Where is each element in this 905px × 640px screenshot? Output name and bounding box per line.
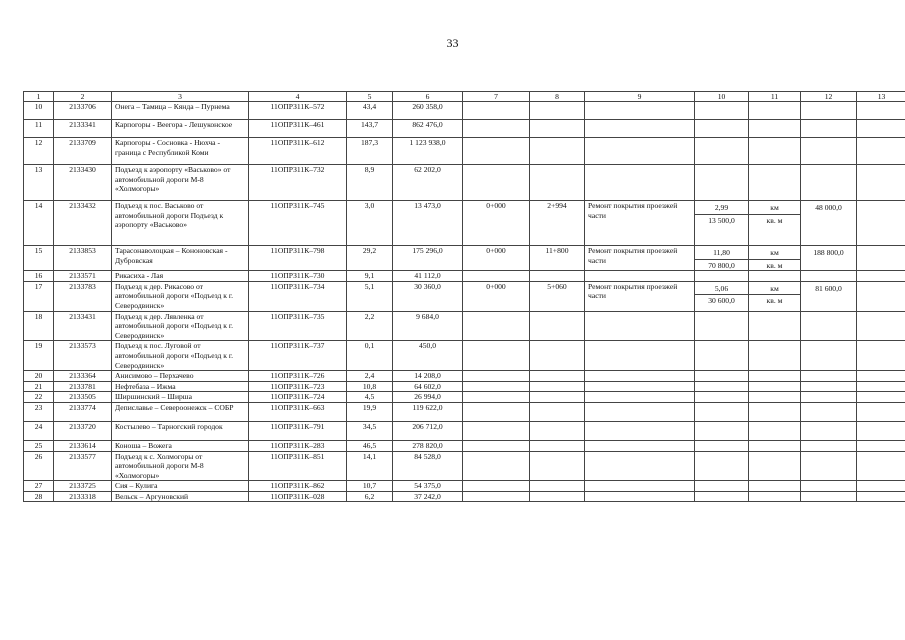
cell-unit bbox=[749, 120, 801, 138]
cell-unit bbox=[749, 481, 801, 492]
cell-cost bbox=[801, 120, 857, 138]
cell-end-km bbox=[530, 481, 585, 492]
cell-volume bbox=[695, 201, 749, 246]
table-row bbox=[24, 201, 905, 246]
cell-road-id: 11ОПРЗ11К–851 bbox=[249, 451, 347, 481]
cell-road-code: 2133318 bbox=[54, 491, 112, 502]
volume-sqm: 30 600,0 bbox=[708, 296, 735, 306]
cell-unit bbox=[749, 138, 801, 165]
cell-row-number: 22 bbox=[24, 392, 54, 403]
cell-start-km bbox=[463, 371, 530, 382]
cell-start-km bbox=[463, 451, 530, 481]
cell-work-type bbox=[585, 311, 695, 341]
cell-row-number: 24 bbox=[24, 421, 54, 440]
cell-work-type bbox=[585, 402, 695, 421]
table-row bbox=[24, 271, 905, 282]
cell-road-id: 11ОПРЗ11К–862 bbox=[249, 481, 347, 492]
cell-volume bbox=[695, 341, 749, 371]
cell-work-type bbox=[585, 491, 695, 502]
cell-length: 29,2 bbox=[347, 246, 393, 271]
cell-unit bbox=[749, 421, 801, 440]
cell-road-name: Подъезд к дер. Лявленка от автомобильной дороги «Подъезд к г. Северодвинск» bbox=[112, 311, 249, 341]
cell-empty bbox=[857, 371, 905, 382]
cell-length: 43,4 bbox=[347, 102, 393, 120]
cell-row-number: 16 bbox=[24, 271, 54, 282]
cell-road-name: Тарасонаволоцкая – Кононовская - Дубровская bbox=[112, 246, 249, 271]
cell-road-code: 2133573 bbox=[54, 341, 112, 371]
cell-empty bbox=[857, 381, 905, 392]
cell-cost bbox=[801, 440, 857, 451]
cell-end-km: 11+800 bbox=[530, 246, 585, 271]
cell-unit bbox=[749, 392, 801, 403]
unit-sqm: кв. м bbox=[766, 296, 783, 306]
cell-start-km: 0+000 bbox=[463, 201, 530, 246]
cell-row-number: 28 bbox=[24, 491, 54, 502]
cell-unit bbox=[749, 341, 801, 371]
cell-road-id: 11ОПРЗ11К–612 bbox=[249, 138, 347, 165]
cell-road-name: Подъезд к аэропорту «Васьково» от автомобильной дороги М-8 «Холмогоры» bbox=[112, 165, 249, 201]
table-row bbox=[24, 481, 905, 492]
cell-start-km bbox=[463, 271, 530, 282]
cell-cost bbox=[801, 311, 857, 341]
cell-road-code: 2133709 bbox=[54, 138, 112, 165]
cell-cost bbox=[801, 421, 857, 440]
cell-start-km bbox=[463, 165, 530, 201]
cell-value: 119 622,0 bbox=[393, 402, 463, 421]
cell-road-id: 11ОПРЗ11К–724 bbox=[249, 392, 347, 403]
cell-start-km bbox=[463, 392, 530, 403]
cell-start-km: 0+000 bbox=[463, 281, 530, 311]
cell-value: 1 123 938,0 bbox=[393, 138, 463, 165]
cell-value: 64 602,0 bbox=[393, 381, 463, 392]
cell-road-code: 2133706 bbox=[54, 102, 112, 120]
cell-value: 862 476,0 bbox=[393, 120, 463, 138]
table-row bbox=[24, 402, 905, 421]
cell-road-id: 11ОПРЗ11К–663 bbox=[249, 402, 347, 421]
cell-work-type bbox=[585, 371, 695, 382]
cell-length: 2,2 bbox=[347, 311, 393, 341]
table-row bbox=[24, 371, 905, 382]
cell-end-km: 2+994 bbox=[530, 201, 585, 246]
cell-road-code: 2133774 bbox=[54, 402, 112, 421]
cell-empty bbox=[857, 102, 905, 120]
cell-road-code: 2133577 bbox=[54, 451, 112, 481]
cell-cost: 48 000,0 bbox=[801, 201, 857, 246]
cell-work-type bbox=[585, 440, 695, 451]
cell-cost bbox=[801, 481, 857, 492]
cell-start-km bbox=[463, 341, 530, 371]
cell-row-number: 25 bbox=[24, 440, 54, 451]
cell-empty bbox=[857, 120, 905, 138]
table-row bbox=[24, 491, 905, 502]
unit-km: км bbox=[749, 201, 801, 215]
cell-road-code: 2133505 bbox=[54, 392, 112, 403]
cell-empty bbox=[857, 311, 905, 341]
cell-volume bbox=[695, 421, 749, 440]
cell-row-number: 10 bbox=[24, 102, 54, 120]
cell-end-km bbox=[530, 371, 585, 382]
cell-value: 13 473,0 bbox=[393, 201, 463, 246]
column-header: 10 bbox=[695, 92, 749, 102]
cell-end-km bbox=[530, 165, 585, 201]
cell-length: 5,1 bbox=[347, 281, 393, 311]
cell-unit bbox=[749, 311, 801, 341]
cell-end-km bbox=[530, 138, 585, 165]
cell-start-km bbox=[463, 381, 530, 392]
cell-volume bbox=[695, 392, 749, 403]
column-header: 9 bbox=[585, 92, 695, 102]
cell-volume bbox=[695, 138, 749, 165]
cell-road-id: 11ОПРЗ11К–734 bbox=[249, 281, 347, 311]
cell-road-name: Вельск – Аргуновский bbox=[112, 491, 249, 502]
cell-empty bbox=[857, 451, 905, 481]
cell-volume bbox=[695, 165, 749, 201]
cell-volume bbox=[695, 246, 749, 271]
cell-road-id: 11ОПРЗ11К–745 bbox=[249, 201, 347, 246]
cell-road-id: 11ОПРЗ11К–735 bbox=[249, 311, 347, 341]
cell-value: 41 112,0 bbox=[393, 271, 463, 282]
table-row bbox=[24, 421, 905, 440]
cell-length: 19,9 bbox=[347, 402, 393, 421]
column-header: 13 bbox=[857, 92, 905, 102]
cell-row-number: 19 bbox=[24, 341, 54, 371]
cell-length: 4,5 bbox=[347, 392, 393, 403]
cell-work-type: Ремонт покрытия проезжей части bbox=[585, 246, 695, 271]
cell-road-id: 11ОПРЗ11К–283 bbox=[249, 440, 347, 451]
cell-value: 278 820,0 bbox=[393, 440, 463, 451]
table-row bbox=[24, 138, 905, 165]
cell-row-number: 27 bbox=[24, 481, 54, 492]
cell-work-type: Ремонт покрытия проезжей части bbox=[585, 201, 695, 246]
cell-unit bbox=[749, 271, 801, 282]
table-row bbox=[24, 392, 905, 403]
cell-value: 14 208,0 bbox=[393, 371, 463, 382]
cell-unit bbox=[749, 201, 801, 246]
cell-row-number: 23 bbox=[24, 402, 54, 421]
cell-start-km bbox=[463, 311, 530, 341]
cell-length: 143,7 bbox=[347, 120, 393, 138]
cell-value: 30 360,0 bbox=[393, 281, 463, 311]
column-header: 2 bbox=[54, 92, 112, 102]
cell-unit bbox=[749, 165, 801, 201]
cell-road-name: Карпогоры - Сосновка - Нюхча - граница с Республикой Коми bbox=[112, 138, 249, 165]
cell-road-code: 2133432 bbox=[54, 201, 112, 246]
cell-cost bbox=[801, 138, 857, 165]
cell-road-name: Карпогоры - Веегора - Лешуконское bbox=[112, 120, 249, 138]
cell-value: 26 994,0 bbox=[393, 392, 463, 403]
column-header: 4 bbox=[249, 92, 347, 102]
cell-row-number: 15 bbox=[24, 246, 54, 271]
cell-empty bbox=[857, 138, 905, 165]
cell-work-type bbox=[585, 341, 695, 371]
cell-cost bbox=[801, 451, 857, 481]
cell-road-code: 2133341 bbox=[54, 120, 112, 138]
cell-empty bbox=[857, 165, 905, 201]
cell-road-id: 11ОПРЗ11К–737 bbox=[249, 341, 347, 371]
cell-end-km bbox=[530, 381, 585, 392]
cell-start-km bbox=[463, 481, 530, 492]
cell-row-number: 18 bbox=[24, 311, 54, 341]
volume-km: 5,06 bbox=[695, 282, 749, 296]
volume-km: 2,99 bbox=[695, 201, 749, 215]
cell-volume bbox=[695, 371, 749, 382]
cell-road-code: 2133571 bbox=[54, 271, 112, 282]
cell-value: 54 375,0 bbox=[393, 481, 463, 492]
cell-value: 37 242,0 bbox=[393, 491, 463, 502]
cell-road-code: 2133725 bbox=[54, 481, 112, 492]
table-row bbox=[24, 246, 905, 271]
volume-sqm: 13 500,0 bbox=[708, 215, 735, 225]
cell-row-number: 26 bbox=[24, 451, 54, 481]
cell-empty bbox=[857, 421, 905, 440]
cell-end-km bbox=[530, 392, 585, 403]
cell-road-code: 2133430 bbox=[54, 165, 112, 201]
cell-end-km bbox=[530, 491, 585, 502]
cell-road-id: 11ОПРЗ11К–730 bbox=[249, 271, 347, 282]
cell-row-number: 17 bbox=[24, 281, 54, 311]
cell-length: 2,4 bbox=[347, 371, 393, 382]
unit-sqm: кв. м bbox=[766, 215, 783, 225]
cell-unit bbox=[749, 451, 801, 481]
unit-km: км bbox=[749, 246, 801, 260]
cell-value: 175 296,0 bbox=[393, 246, 463, 271]
cell-empty bbox=[857, 402, 905, 421]
cell-road-code: 2133431 bbox=[54, 311, 112, 341]
cell-volume bbox=[695, 481, 749, 492]
cell-value: 62 202,0 bbox=[393, 165, 463, 201]
cell-end-km bbox=[530, 102, 585, 120]
cell-empty bbox=[857, 281, 905, 311]
column-header: 3 bbox=[112, 92, 249, 102]
cell-end-km bbox=[530, 451, 585, 481]
cell-volume bbox=[695, 440, 749, 451]
cell-road-code: 2133783 bbox=[54, 281, 112, 311]
table-row bbox=[24, 102, 905, 120]
cell-cost bbox=[801, 341, 857, 371]
cell-work-type bbox=[585, 102, 695, 120]
cell-cost bbox=[801, 165, 857, 201]
cell-row-number: 14 bbox=[24, 201, 54, 246]
cell-cost bbox=[801, 402, 857, 421]
cell-road-name: Костылево – Тарногский городок bbox=[112, 421, 249, 440]
cell-row-number: 13 bbox=[24, 165, 54, 201]
cell-start-km: 0+000 bbox=[463, 246, 530, 271]
cell-cost bbox=[801, 271, 857, 282]
column-header: 1 bbox=[24, 92, 54, 102]
cell-value: 260 358,0 bbox=[393, 102, 463, 120]
unit-sqm: кв. м bbox=[766, 260, 783, 270]
roads-table bbox=[23, 91, 905, 502]
cell-road-code: 2133614 bbox=[54, 440, 112, 451]
cell-road-name: Сия – Кулига bbox=[112, 481, 249, 492]
cell-road-name: Ширшинский – Ширша bbox=[112, 392, 249, 403]
cell-road-code: 2133853 bbox=[54, 246, 112, 271]
cell-road-name: Подъезд к пос. Васьково от автомобильной дороги Подъезд к аэропорту «Васьково» bbox=[112, 201, 249, 246]
unit-km: км bbox=[749, 282, 801, 296]
cell-road-code: 2133781 bbox=[54, 381, 112, 392]
cell-empty bbox=[857, 392, 905, 403]
cell-row-number: 11 bbox=[24, 120, 54, 138]
cell-volume bbox=[695, 281, 749, 311]
cell-road-name: Нефтебаза – Ижма bbox=[112, 381, 249, 392]
cell-work-type bbox=[585, 120, 695, 138]
cell-volume bbox=[695, 491, 749, 502]
cell-value: 84 528,0 bbox=[393, 451, 463, 481]
cell-start-km bbox=[463, 421, 530, 440]
cell-length: 10,7 bbox=[347, 481, 393, 492]
cell-road-id: 11ОПРЗ11К–791 bbox=[249, 421, 347, 440]
cell-length: 9,1 bbox=[347, 271, 393, 282]
cell-volume bbox=[695, 120, 749, 138]
cell-unit bbox=[749, 371, 801, 382]
cell-value: 450,0 bbox=[393, 341, 463, 371]
cell-road-code: 2133720 bbox=[54, 421, 112, 440]
cell-unit bbox=[749, 440, 801, 451]
cell-length: 14,1 bbox=[347, 451, 393, 481]
table-row bbox=[24, 281, 905, 311]
cell-road-name: Рикасиха - Лая bbox=[112, 271, 249, 282]
cell-end-km bbox=[530, 402, 585, 421]
cell-end-km bbox=[530, 120, 585, 138]
cell-cost: 81 600,0 bbox=[801, 281, 857, 311]
cell-cost bbox=[801, 491, 857, 502]
cell-road-id: 11ОПРЗ11К–028 bbox=[249, 491, 347, 502]
cell-empty bbox=[857, 271, 905, 282]
cell-road-name: Анисимово – Перхачево bbox=[112, 371, 249, 382]
volume-km: 11,80 bbox=[695, 246, 749, 260]
cell-cost: 188 800,0 bbox=[801, 246, 857, 271]
table-row bbox=[24, 451, 905, 481]
column-header: 5 bbox=[347, 92, 393, 102]
cell-volume bbox=[695, 271, 749, 282]
cell-start-km bbox=[463, 402, 530, 421]
cell-length: 3,0 bbox=[347, 201, 393, 246]
cell-work-type bbox=[585, 392, 695, 403]
column-header: 12 bbox=[801, 92, 857, 102]
cell-end-km: 5+060 bbox=[530, 281, 585, 311]
cell-volume bbox=[695, 311, 749, 341]
cell-work-type bbox=[585, 481, 695, 492]
cell-unit bbox=[749, 246, 801, 271]
cell-road-id: 11ОПРЗ11К–723 bbox=[249, 381, 347, 392]
cell-work-type bbox=[585, 421, 695, 440]
table-row bbox=[24, 120, 905, 138]
cell-value: 206 712,0 bbox=[393, 421, 463, 440]
volume-sqm: 70 800,0 bbox=[708, 260, 735, 270]
column-header: 6 bbox=[393, 92, 463, 102]
cell-start-km bbox=[463, 102, 530, 120]
cell-start-km bbox=[463, 120, 530, 138]
cell-end-km bbox=[530, 311, 585, 341]
cell-end-km bbox=[530, 271, 585, 282]
cell-empty bbox=[857, 341, 905, 371]
cell-unit bbox=[749, 381, 801, 392]
cell-length: 187,3 bbox=[347, 138, 393, 165]
table-row bbox=[24, 311, 905, 341]
cell-work-type bbox=[585, 165, 695, 201]
table-row bbox=[24, 341, 905, 371]
cell-empty bbox=[857, 481, 905, 492]
cell-road-name: Подъезд к дер. Рикасово от автомобильной дороги «Подъезд к г. Северодвинск» bbox=[112, 281, 249, 311]
cell-road-name: Коноша – Вожега bbox=[112, 440, 249, 451]
cell-work-type bbox=[585, 271, 695, 282]
cell-end-km bbox=[530, 341, 585, 371]
cell-work-type: Ремонт покрытия проезжей части bbox=[585, 281, 695, 311]
cell-row-number: 12 bbox=[24, 138, 54, 165]
cell-work-type bbox=[585, 138, 695, 165]
cell-road-id: 11ОПРЗ11К–726 bbox=[249, 371, 347, 382]
cell-start-km bbox=[463, 491, 530, 502]
table-row bbox=[24, 165, 905, 201]
cell-length: 8,9 bbox=[347, 165, 393, 201]
cell-road-id: 11ОПРЗ11К–461 bbox=[249, 120, 347, 138]
table-row bbox=[24, 440, 905, 451]
cell-unit bbox=[749, 102, 801, 120]
header-row bbox=[24, 92, 905, 102]
cell-unit bbox=[749, 281, 801, 311]
cell-road-id: 11ОПРЗ11К–572 bbox=[249, 102, 347, 120]
cell-length: 0,1 bbox=[347, 341, 393, 371]
cell-unit bbox=[749, 402, 801, 421]
cell-end-km bbox=[530, 440, 585, 451]
cell-empty bbox=[857, 246, 905, 271]
cell-empty bbox=[857, 491, 905, 502]
column-header: 7 bbox=[463, 92, 530, 102]
cell-end-km bbox=[530, 421, 585, 440]
column-header: 11 bbox=[749, 92, 801, 102]
cell-cost bbox=[801, 102, 857, 120]
cell-length: 46,5 bbox=[347, 440, 393, 451]
cell-cost bbox=[801, 381, 857, 392]
cell-volume bbox=[695, 102, 749, 120]
cell-road-id: 11ОПРЗ11К–798 bbox=[249, 246, 347, 271]
cell-row-number: 21 bbox=[24, 381, 54, 392]
cell-start-km bbox=[463, 138, 530, 165]
cell-unit bbox=[749, 491, 801, 502]
cell-work-type bbox=[585, 451, 695, 481]
cell-row-number: 20 bbox=[24, 371, 54, 382]
column-header: 8 bbox=[530, 92, 585, 102]
cell-length: 6,2 bbox=[347, 491, 393, 502]
cell-road-id: 11ОПРЗ11К–732 bbox=[249, 165, 347, 201]
cell-start-km bbox=[463, 440, 530, 451]
cell-cost bbox=[801, 392, 857, 403]
cell-value: 9 684,0 bbox=[393, 311, 463, 341]
cell-volume bbox=[695, 402, 749, 421]
cell-road-name: Подъезд к с. Холмогоры от автомобильной дороги М-8 «Холмогоры» bbox=[112, 451, 249, 481]
cell-cost bbox=[801, 371, 857, 382]
cell-empty bbox=[857, 201, 905, 246]
cell-work-type bbox=[585, 381, 695, 392]
cell-length: 10,8 bbox=[347, 381, 393, 392]
cell-volume bbox=[695, 381, 749, 392]
cell-road-code: 2133364 bbox=[54, 371, 112, 382]
cell-road-name: Подъезд к пос. Луговой от автомобильной дороги «Подъезд к г. Северодвинск» bbox=[112, 341, 249, 371]
cell-empty bbox=[857, 440, 905, 451]
cell-road-name: Депиславье – Североонежск – СОБР bbox=[112, 402, 249, 421]
page-number: 33 bbox=[446, 36, 459, 50]
cell-volume bbox=[695, 451, 749, 481]
cell-length: 34,5 bbox=[347, 421, 393, 440]
cell-road-name: Онега – Тамица – Кянда – Пурнема bbox=[112, 102, 249, 120]
table-row bbox=[24, 381, 905, 392]
